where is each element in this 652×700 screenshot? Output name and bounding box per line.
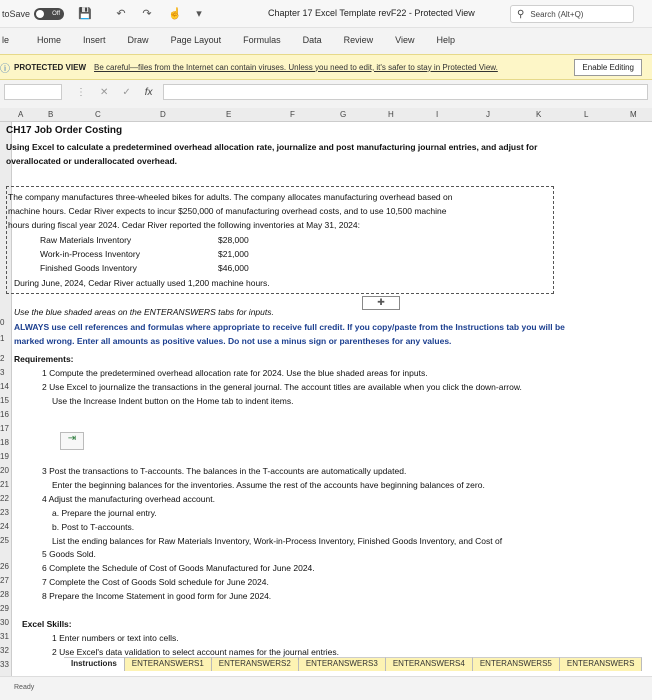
col-header[interactable]: M (630, 110, 637, 119)
requirements-label[interactable]: Requirements: (14, 354, 74, 364)
formula-input[interactable] (163, 84, 648, 100)
row-header[interactable]: 21 (0, 480, 9, 489)
row-header[interactable]: 25 (0, 536, 9, 545)
row-header[interactable]: 29 (0, 604, 9, 613)
always-note-line-1[interactable]: ALWAYS use cell references and formulas where appropriate to receive full credit. If you copy/paste from the Instructions tab you will be (14, 322, 565, 332)
tab-data[interactable]: Data (302, 35, 322, 45)
col-header[interactable]: H (388, 110, 394, 119)
row-header[interactable]: 3 (0, 368, 5, 377)
requirement-3-note[interactable]: Enter the beginning balances for the inventories. Assume the rest of the accounts have beginning balances of zero. (52, 480, 485, 490)
tab-review[interactable]: Review (343, 35, 374, 45)
inventory-value-wip[interactable]: $21,000 (218, 249, 249, 259)
sheet-subheading-line-1[interactable]: Using Excel to calculate a predetermined overhead allocation rate, journalize and post manufacturing journal entries, and adjust for (6, 142, 538, 152)
save-icon[interactable]: 💾 (78, 8, 92, 20)
excel-skill-1[interactable]: 1 Enter numbers or text into cells. (52, 633, 179, 643)
row-header[interactable]: 16 (0, 410, 9, 419)
requirement-6[interactable]: 6 Complete the Schedule of Cost of Goods Manufactured for June 2024. (42, 563, 315, 573)
col-header[interactable]: K (536, 110, 542, 119)
document-title[interactable]: Chapter 17 Excel Template revF22 - Protected View (268, 8, 475, 18)
cancel-icon[interactable]: ✕ (100, 86, 109, 98)
requirement-8[interactable]: 8 Prepare the Income Statement in good form for June 2024. (42, 591, 272, 601)
requirement-5[interactable]: 5 Goods Sold. (42, 549, 96, 559)
tab-help[interactable]: Help (436, 35, 456, 45)
row-header[interactable]: 24 (0, 522, 9, 531)
tab-draw[interactable]: Draw (127, 35, 149, 45)
row-header[interactable]: 14 (0, 382, 9, 391)
row-header[interactable]: 17 (0, 424, 9, 433)
customize-qat-icon[interactable]: ▾ (196, 8, 202, 20)
autosave-toggle[interactable] (34, 8, 64, 20)
worksheet[interactable] (0, 108, 652, 676)
requirement-4a[interactable]: a. Prepare the journal entry. (52, 508, 157, 518)
row-header[interactable]: 27 (0, 576, 9, 585)
row-header[interactable]: 30 (0, 618, 9, 627)
excel-skill-2[interactable]: 2 Use Excel's data validation to select account names for the journal entries. (52, 647, 339, 657)
more-options-icon[interactable]: ⋮ (76, 86, 86, 98)
status-bar (0, 676, 652, 700)
row-header[interactable]: 23 (0, 508, 9, 517)
col-header[interactable]: J (486, 110, 490, 119)
info-line-4[interactable]: During June, 2024, Cedar River actually used 1,200 machine hours. (14, 278, 270, 288)
requirement-2-note[interactable]: Use the Increase Indent button on the Home tab to indent items. (52, 396, 294, 406)
requirement-3[interactable]: 3 Post the transactions to T-accounts. The balances in the T-accounts are automatically updated. (42, 466, 407, 476)
col-header[interactable]: I (436, 110, 439, 119)
sheet-subheading-line-2[interactable]: overallocated or underallocated overhead. (6, 156, 178, 166)
shield-icon: ⓘ (0, 63, 10, 75)
requirement-2[interactable]: 2 Use Excel to journalize the transactions in the general journal. The account titles are available when you click the down-arrow. (42, 382, 522, 392)
title-bar (0, 0, 652, 28)
sheet-tab-enteranswers6[interactable]: ENTERANSWERS (560, 657, 643, 671)
row-header[interactable]: 2 (0, 354, 5, 363)
requirement-7[interactable]: 7 Complete the Cost of Goods Sold schedule for June 2024. (42, 577, 269, 587)
row-header[interactable]: 20 (0, 466, 9, 475)
tab-formulas[interactable]: Formulas (243, 35, 281, 45)
excel-skills-label[interactable]: Excel Skills: (22, 619, 72, 629)
protected-view-message[interactable]: Be careful—files from the Internet can contain viruses. Unless you need to edit, it's safer to stay in Protected View. (94, 62, 498, 72)
fx-icon[interactable]: fx (144, 86, 153, 98)
inventory-label-raw[interactable]: Raw Materials Inventory (40, 235, 132, 245)
info-line-3[interactable]: hours during fiscal year 2024. Cedar River reported the following inventories at May 31, 2024: (8, 220, 360, 230)
row-header[interactable]: 0 (0, 318, 5, 327)
info-line-1[interactable]: The company manufactures three-wheeled bikes for adults. The company allocates manufacturing overhead based on (8, 192, 453, 202)
formula-bar (0, 80, 652, 104)
column-headers (0, 108, 652, 122)
increase-indent-icon: ⇥ (60, 432, 84, 450)
ribbon-tabs (0, 28, 652, 52)
always-note-line-2[interactable]: marked wrong. Enter all amounts as positive values. Do not use a minus sign or parentheses for any values. (14, 336, 452, 346)
inventory-label-finished[interactable]: Finished Goods Inventory (40, 263, 137, 273)
sheet-tab-enteranswers4[interactable]: ENTERANSWERS4 (386, 657, 473, 671)
redo-icon[interactable]: ↷ (142, 8, 152, 20)
tab-page-layout[interactable]: Page Layout (170, 35, 222, 45)
requirement-4b[interactable]: b. Post to T-accounts. (52, 522, 135, 532)
inventory-value-raw[interactable]: $28,000 (218, 235, 249, 245)
row-header[interactable]: 31 (0, 632, 9, 641)
sheet-tabs (64, 657, 642, 671)
sheet-tab-instructions[interactable]: Instructions (64, 657, 125, 671)
tab-insert[interactable]: Insert (83, 35, 106, 45)
row-header[interactable]: 18 (0, 438, 9, 447)
name-box[interactable] (4, 84, 62, 100)
undo-icon[interactable]: ↶ (116, 8, 126, 20)
autosave-label: toSave (2, 8, 31, 19)
row-header[interactable]: 22 (0, 494, 9, 503)
col-header[interactable]: L (584, 110, 589, 119)
row-header[interactable]: 15 (0, 396, 9, 405)
protected-view-bar (0, 54, 652, 80)
row-header[interactable]: 26 (0, 562, 9, 571)
tab-home[interactable]: Home (37, 35, 62, 45)
tab-file[interactable]: le (2, 35, 10, 45)
sheet-tab-enteranswers2[interactable]: ENTERANSWERS2 (212, 657, 299, 671)
col-header[interactable]: A (18, 110, 24, 119)
col-header[interactable]: F (290, 110, 295, 119)
sheet-tab-enteranswers1[interactable]: ENTERANSWERS1 (125, 657, 212, 671)
enter-icon[interactable]: ✓ (122, 86, 131, 98)
touch-mode-icon[interactable]: ☝ (168, 8, 182, 20)
enable-editing-button[interactable]: Enable Editing (574, 59, 642, 76)
sheet-tab-enteranswers5[interactable]: ENTERANSWERS5 (473, 657, 560, 671)
col-header[interactable]: B (48, 110, 54, 119)
requirement-1[interactable]: 1 Compute the predetermined overhead allocation rate for 2024. Use the blue shaded areas for inputs. (42, 368, 428, 378)
requirement-4[interactable]: 4 Adjust the manufacturing overhead account. (42, 494, 215, 504)
info-line-2[interactable]: machine hours. Cedar River expects to incur $250,000 of manufacturing overhead costs, and to use 10,500 machine (8, 206, 447, 216)
row-header[interactable]: 19 (0, 452, 9, 461)
inventory-value-finished[interactable]: $46,000 (218, 263, 249, 273)
requirement-4c[interactable]: List the ending balances for Raw Materials Inventory, Work-in-Process Inventory, Finished Goods Inventory, and Cost of (52, 536, 503, 546)
blue-area-note[interactable]: Use the blue shaded areas on the ENTERANSWERS tabs for inputs. (14, 307, 274, 317)
row-header[interactable]: 28 (0, 590, 9, 599)
col-header[interactable]: D (160, 110, 166, 119)
inventory-label-wip[interactable]: Work-in-Process Inventory (40, 249, 140, 259)
col-header[interactable]: G (340, 110, 347, 119)
row-header[interactable]: 1 (0, 334, 5, 343)
row-header[interactable]: 32 (0, 646, 9, 655)
col-header[interactable]: C (95, 110, 101, 119)
sheet-heading[interactable]: CH17 Job Order Costing (6, 125, 123, 136)
col-header[interactable]: E (226, 110, 232, 119)
search-input[interactable] (510, 5, 634, 23)
autosave-state: Off (52, 10, 61, 17)
add-icon[interactable]: ✚ (362, 296, 400, 310)
status-ready: Ready (14, 684, 35, 691)
protected-view-title: PROTECTED VIEW (14, 62, 87, 72)
search-placeholder: Search (Alt+Q) (530, 9, 584, 19)
row-header[interactable]: 33 (0, 660, 9, 669)
tab-view[interactable]: View (395, 35, 415, 45)
search-icon: ⚲ (517, 8, 525, 20)
sheet-tab-enteranswers3[interactable]: ENTERANSWERS3 (299, 657, 386, 671)
